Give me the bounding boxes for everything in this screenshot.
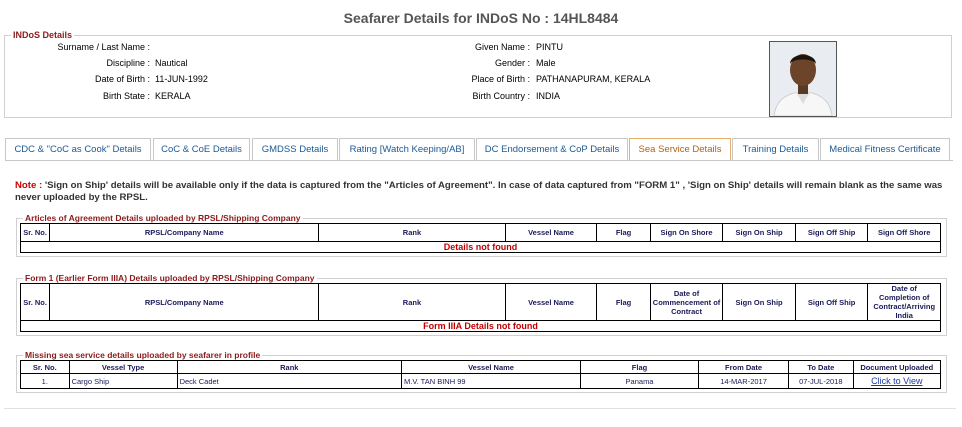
dob-value: 11-JUN-1992 — [155, 74, 208, 84]
missing-col-rank: Rank — [177, 361, 401, 374]
aoa-col-vessel: Vessel Name — [505, 224, 597, 242]
form1-col-flag: Flag — [597, 284, 650, 321]
tab-medical-fitness[interactable]: Medical Fitness Certificate — [820, 138, 950, 160]
missing-col-from: From Date — [698, 361, 788, 374]
missing-col-vessel-name: Vessel Name — [402, 361, 581, 374]
form1-not-found: Form IIIA Details not found — [21, 321, 941, 332]
aoa-col-sign-off-shore: Sign Off Shore — [868, 224, 941, 242]
pob-label: Place of Birth : — [471, 74, 530, 84]
content-divider — [4, 408, 956, 409]
missing-col-sr: Sr. No. — [21, 361, 70, 374]
tab-training[interactable]: Training Details — [732, 138, 819, 160]
aoa-empty-row — [21, 242, 941, 253]
form1-empty-row — [21, 321, 941, 332]
missing-vessel-name-cell: M.V. TAN BINH 99 — [402, 374, 581, 389]
tab-dc-endorsement-cop[interactable]: DC Endorsement & CoP Details — [476, 138, 628, 160]
form1-header-row — [21, 284, 941, 321]
birth-state-value: KERALA — [155, 91, 191, 101]
aoa-not-found: Details not found — [21, 242, 941, 253]
missing-col-doc: Document Uploaded — [853, 361, 940, 374]
pob-value: PATHANAPURAM, KERALA — [536, 74, 651, 84]
missing-vessel-type-cell: Cargo Ship — [69, 374, 177, 389]
aoa-col-flag: Flag — [597, 224, 650, 242]
form1-col-completion: Date of Completion of Contract/Arriving India — [868, 284, 941, 321]
aoa-col-sign-off-ship: Sign Off Ship — [795, 224, 868, 242]
aoa-section — [16, 213, 947, 257]
sign-on-note — [15, 180, 950, 204]
aoa-col-sr: Sr. No. — [21, 224, 50, 242]
missing-table — [20, 360, 941, 389]
missing-rank-cell: Deck Cadet — [177, 374, 401, 389]
birth-country-value: INDIA — [536, 91, 561, 101]
aoa-col-sign-on-ship: Sign On Ship — [723, 224, 796, 242]
gender-label: Gender : — [494, 58, 530, 68]
note-label: Note : — [15, 180, 43, 191]
form1-col-rank: Rank — [319, 284, 505, 321]
missing-flag-cell: Panama — [581, 374, 699, 389]
form1-col-sign-on-ship: Sign On Ship — [723, 284, 796, 321]
aoa-col-rank: Rank — [319, 224, 505, 242]
aoa-header-row — [21, 224, 941, 242]
missing-to-cell: 07-JUL-2018 — [789, 374, 853, 389]
aoa-legend: Articles of Agreement Details uploaded by RPSL/Shipping Company — [25, 213, 301, 223]
missing-col-to: To Date — [789, 361, 853, 374]
note-text: 'Sign on Ship' details will be available only if the data is captured from the "Articles of Agreement". In case of data captured from "FORM 1" , 'Sign on Ship' details will remain blank as the same was never uploaded by the RPSL. — [15, 180, 943, 203]
form1-col-company: RPSL/Company Name — [50, 284, 319, 321]
missing-header-row — [21, 361, 941, 374]
indos-row-3 — [0, 74, 760, 86]
table-row — [21, 374, 941, 389]
aoa-col-company: RPSL/Company Name — [50, 224, 319, 242]
form1-col-sign-off-ship: Sign Off Ship — [795, 284, 868, 321]
tab-bar — [5, 138, 953, 161]
form1-col-vessel: Vessel Name — [505, 284, 597, 321]
missing-col-vessel-type: Vessel Type — [69, 361, 177, 374]
given-name-value: PINTU — [536, 42, 563, 52]
indos-row-2 — [0, 58, 760, 70]
birth-country-label: Birth Country : — [472, 91, 530, 101]
tab-cdc-coc-cook[interactable]: CDC & "CoC as Cook" Details — [5, 138, 151, 160]
given-name-label: Given Name : — [474, 42, 530, 52]
aoa-col-sign-on-shore: Sign On Shore — [650, 224, 723, 242]
aoa-table — [20, 223, 941, 253]
indos-row-4 — [0, 91, 760, 103]
missing-doc-cell — [853, 374, 940, 389]
dob-label: Date of Birth : — [94, 74, 150, 84]
tab-rating-watch-keeping[interactable]: Rating [Watch Keeping/AB] — [339, 138, 475, 160]
form1-legend: Form 1 (Earlier Form IIIA) Details uploaded by RPSL/Shipping Company — [25, 273, 315, 283]
discipline-value: Nautical — [155, 58, 188, 68]
birth-state-label: Birth State : — [102, 91, 150, 101]
surname-label: Surname / Last Name : — [57, 42, 150, 52]
indos-legend: INDoS Details — [13, 30, 73, 40]
form1-col-sr: Sr. No. — [21, 284, 50, 321]
seafarer-photo — [769, 41, 837, 117]
form1-table — [20, 283, 941, 332]
missing-sr-cell: 1. — [21, 374, 70, 389]
missing-legend: Missing sea service details uploaded by seafarer in profile — [25, 350, 261, 360]
tab-coc-coe[interactable]: CoC & CoE Details — [153, 138, 250, 160]
discipline-label: Discipline : — [106, 58, 150, 68]
page-title: Seafarer Details for INDoS No : 14HL8484 — [343, 10, 619, 26]
gender-value: Male — [536, 58, 556, 68]
missing-service-section — [16, 350, 947, 393]
tab-gmdss[interactable]: GMDSS Details — [252, 138, 338, 160]
indos-row-1 — [0, 42, 760, 54]
missing-from-cell: 14-MAR-2017 — [698, 374, 788, 389]
form1-col-commencement: Date of Commencement of Contract — [650, 284, 723, 321]
person-photo-icon — [770, 42, 836, 116]
tab-sea-service[interactable]: Sea Service Details — [629, 138, 731, 160]
click-to-view-link[interactable]: Click to View — [871, 376, 923, 386]
form1-section — [16, 273, 947, 336]
missing-col-flag: Flag — [581, 361, 699, 374]
